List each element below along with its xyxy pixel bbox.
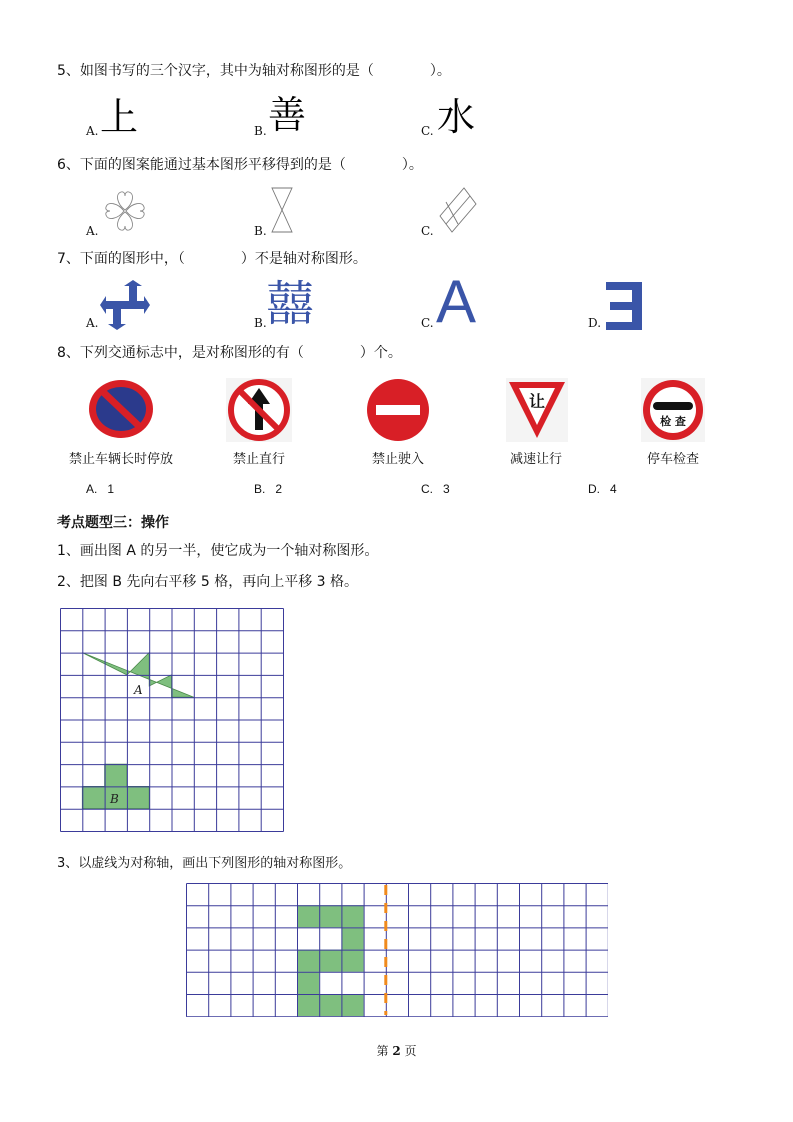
sign-caption-5: 停车检查 <box>646 452 699 467</box>
q7-option-d-glyph <box>604 282 642 330</box>
sign-caption-4: 减速让行 <box>509 452 562 467</box>
q6-option-b-label: B. <box>254 224 267 238</box>
q7-option-c-char: A <box>436 268 477 335</box>
grid-figure-ab <box>60 608 284 833</box>
parallelogram-grid-icon <box>438 186 478 234</box>
op-q3-text: 3、以虚线为对称轴，画出下列图形的轴对称图形。 <box>57 856 352 871</box>
footer-suffix: 页 <box>404 1044 417 1058</box>
q8-answer-d-label: D. <box>588 482 600 496</box>
arrow-pinwheel-icon <box>100 280 150 330</box>
footer-prefix: 第 <box>376 1044 389 1058</box>
q7-option-d-label: D. <box>588 316 602 330</box>
q8-answer-d <box>588 482 617 496</box>
shape-b-label: B <box>110 792 119 806</box>
shape-a-label: A <box>134 683 143 697</box>
page-footer <box>0 1042 793 1059</box>
q5-option-c-char: 水 <box>437 95 476 139</box>
q8-answer-a-value: 1 <box>107 482 115 496</box>
q5-option-a-label: A. <box>86 124 99 138</box>
q8-answer-a-label: A. <box>86 482 98 496</box>
symmetry-shape <box>297 905 364 1016</box>
sign-caption-1: 禁止车辆长时停放 <box>68 452 173 467</box>
footer-page-number: 2 <box>392 1044 401 1058</box>
q8-answer-b-label: B. <box>254 482 266 496</box>
q6-option-c-label: C. <box>421 224 434 238</box>
no-entry-sign-icon <box>366 378 430 442</box>
four-heart-clover-icon <box>101 188 149 234</box>
q5-text: 5、如图书写的三个汉字，其中为轴对称图形的是（ ）。 <box>57 63 451 79</box>
q6-option-a-label: A. <box>86 224 99 238</box>
yield-sign-icon <box>506 378 568 442</box>
q8-answer-c <box>421 482 450 496</box>
q8-answer-a <box>86 482 114 496</box>
q8-text: 8、下列交通标志中，是对称图形的有（ ）个。 <box>57 345 402 361</box>
q5-option-b-char: 善 <box>268 93 307 137</box>
section-title: 考点题型三：操作 <box>57 515 169 531</box>
grid-figure-symmetry <box>186 883 608 1017</box>
sign-caption-3: 禁止驶入 <box>371 452 424 467</box>
q7-option-c-label: C. <box>421 316 434 330</box>
hourglass-triangles-icon <box>270 186 294 234</box>
stop-check-sign-icon <box>641 378 705 442</box>
q8-answer-c-label: C. <box>421 482 433 496</box>
q8-answer-d-value: 4 <box>610 482 617 496</box>
q7-option-d-char: ヨ <box>604 282 605 283</box>
q8-answer-b-value: 2 <box>275 482 283 496</box>
stop-check-sign-text: 检 查 <box>660 415 686 428</box>
q5-option-b-label: B. <box>254 124 267 138</box>
no-straight-sign-icon <box>226 378 292 442</box>
op-q1-text: 1、画出图 A 的另一半，使它成为一个轴对称图形。 <box>57 543 379 559</box>
op-q2-text: 2、把图 B 先向右平移 5 格，再向上平移 3 格。 <box>57 574 359 590</box>
q7-option-b-char: 囍 <box>266 276 315 332</box>
q7-option-b-label: B. <box>254 316 267 330</box>
q7-text: 7、下面的图形中，（ ）不是轴对称图形。 <box>57 251 367 267</box>
yield-sign-text: 让 <box>528 392 546 411</box>
q8-answer-b <box>254 482 282 496</box>
q5-option-a-char: 上 <box>100 95 139 139</box>
sign-caption-2: 禁止直行 <box>232 452 285 467</box>
q5-option-c-label: C. <box>421 124 434 138</box>
q6-text: 6、下面的图案能通过基本图形平移得到的是（ ）。 <box>57 157 423 173</box>
q8-answer-c-value: 3 <box>443 482 450 496</box>
q7-option-a-label: A. <box>86 316 99 330</box>
no-parking-sign-icon <box>87 378 155 440</box>
